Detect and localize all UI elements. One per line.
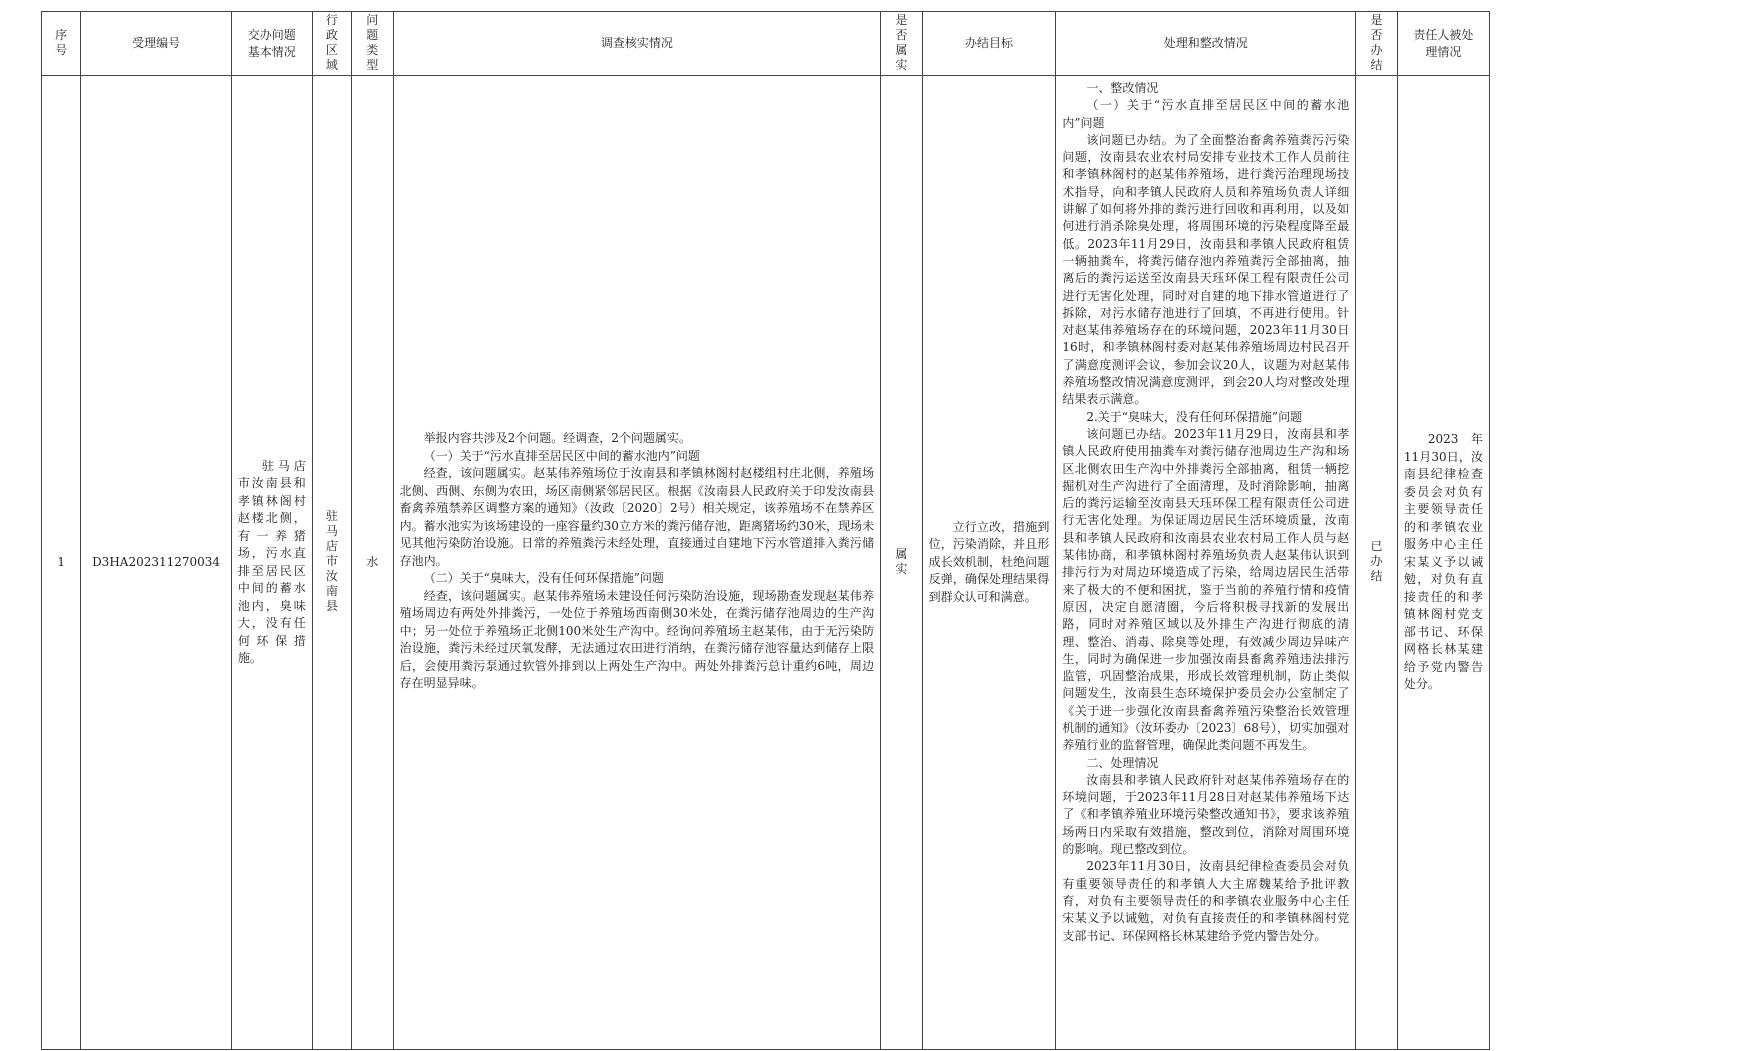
header-case-no: 受理编号: [81, 12, 232, 76]
header-investigation: 调查核实情况: [393, 12, 881, 76]
header-done: 是否办结: [1356, 12, 1398, 76]
supervision-table: [41, 11, 1490, 1050]
cell-type: 水: [352, 76, 394, 1050]
header-handling: 处理和整改情况: [1056, 12, 1356, 76]
cell-case-no: D3HA202311270034: [81, 76, 232, 1050]
cell-goal: 立行立改，措施到位，污染消除，并且形成长效机制，杜绝问题反弹，确保处理结果得到群众认可和满意。: [922, 76, 1056, 1050]
cell-responsible: 2023年11月30日，汝南县纪律检查委员会对负有主要领导责任的和孝镇农业服务中心主任宋某义予以诫勉，对负有直接责任的和孝镇林阁村党支部书记、环保网格长林某建给予党内警告处分。: [1397, 76, 1489, 1050]
header-issue: 交办问题基本情况: [231, 12, 312, 76]
header-region: 行政区域: [312, 12, 351, 76]
investigation-para: 经查，该问题属实。赵某伟养殖场未建设任何污染防治设施，现场勘查发现赵某伟养殖场周边有两处外排粪污，一处位于养殖场西南侧30米处，在粪污储存池周边的生产沟中；另一处位于养殖场正北侧100米处生产沟中。经询问养殖场主赵某伟，由于无污染防治设施，粪污未经过厌氧发酵，无法通过农田进行消纳，在粪污储存池容量达到储存上限后，会使用粪污泵通过软管外排到以上两处生产沟中。两处外排粪污总计重约6吨，周边存在明显异味。: [399, 588, 875, 691]
cell-seq: 1: [42, 76, 81, 1050]
investigation-para: 举报内容共涉及2个问题。经调查，2个问题属实。: [423, 431, 691, 446]
cell-handling: [1056, 76, 1356, 1050]
cell-verified: 属实: [881, 76, 923, 1050]
cell-investigation: [393, 76, 881, 1050]
header-verified: 是否属实: [881, 12, 923, 76]
investigation-para: （一）关于“污水直排至居民区中间的蓄水池内”问题: [423, 448, 700, 463]
handling-para: 该问题已办结。为了全面整治畜禽养殖粪污污染问题，汝南县农业农村局安排专业技术工作人员前往和孝镇林阁村的赵某伟养殖场，进行粪污治理现场技术指导，向和孝镇人民政府人员和养殖场负责人详细讲解了如何将外排的粪污进行回收和再利用，以及如何进行消杀除臭处理，将周围环境的污染程度降至最低。2023年11月29日，汝南县和孝镇人民政府租赁一辆抽粪车，将粪污储存池内养殖粪污全部抽离，抽离后的粪污运送至汝南县天珏环保工程有限责任公司进行无害化处理，同时对自建的地下排水管道进行了拆除，对污水储存池进行了回填，不再进行使用。针对赵某伟养殖场存在的环境问题，2023年11月30日16时，和孝镇林阁村委对赵某伟养殖场周边村民召开了满意度测评会议，参加会议20人，议题为对赵某伟养殖场整改情况满意度测评，到会20人均对整改处理结果表示满意。: [1062, 132, 1350, 407]
header-type: 问题类型: [352, 12, 394, 76]
handling-para: 一、整改情况: [1086, 81, 1159, 95]
header-goal: 办结目标: [922, 12, 1056, 76]
cell-region: 驻马店市汝南县: [312, 76, 351, 1050]
header-responsible: 责任人被处理情况: [1397, 12, 1489, 76]
header-seq: 序号: [42, 12, 81, 76]
handling-para: 2.关于“臭味大，没有任何环保措施”问题: [1086, 409, 1303, 424]
handling-para: 汝南县和孝镇人民政府针对赵某伟养殖场存在的环境问题，于2023年11月28日对赵某伟养殖场下达了《和孝镇养殖业环境污染整改通知书》，要求该养殖场两日内采取有效措施，整改到位，消除对周围环境的影响。现已整改到位。: [1062, 772, 1350, 857]
handling-para: 2023年11月30日，汝南县纪律检查委员会对负有重要领导责任的和孝镇人大主席魏某给予批评教育，对负有主要领导责任的和孝镇农业服务中心主任宋某义予以诫勉，对负有直接责任的和孝镇林阁村党支部书记、环保网格长林某建给予党内警告处分。: [1062, 859, 1350, 943]
handling-para: 该问题已办结。2023年11月29日，汝南县和孝镇人民政府使用抽粪车对粪污储存池周边生产沟和场区北侧农田生产沟中外排粪污全部抽离，租赁一辆挖掘机对生产沟进行了全面清理，及时消除影响，抽离后的粪污运输至汝南县天珏环保工程有限责任公司进行无害化处理。为保证周边居民生活环境质量，汝南县和孝镇人民政府和汝南县农业农村局工作人员与赵某伟协商，和孝镇林阁村养殖场负责人赵某伟认识到排污行为对周边环境造成了污染，给周边居民生活带来了极大的不便和困扰，鉴于当前的养殖行情和疫情原因，决定自愿清圈，今后将积极寻找新的发展出路，同时对养殖区域以及外排生产沟进行彻底的清理、整治、消毒、除臭等处理，有效减少周边异味产生，同时为确保进一步加强汝南县畜禽养殖违法排污监管，巩固整治成果，形成长效管理机制，防止类似问题发生，汝南县生态环境保护委员会办公室制定了《关于进一步强化汝南县畜禽养殖污染整治长效管理机制的通知》（汝环委办〔2023〕68号），切实加强对养殖行业的监督管理，确保此类问题不再发生。: [1062, 426, 1350, 753]
cell-issue: 驻马店市汝南县和孝镇林阁村赵楼北侧，有一养猪场，污水直排至居民区中间的蓄水池内，臭味大，没有任何环保措施。: [231, 76, 312, 1050]
handling-para: （一）关于“污水直排至居民区中间的蓄水池内”问题: [1062, 98, 1350, 130]
handling-para: 二、处理情况: [1086, 755, 1159, 770]
table-row: [42, 76, 1490, 1050]
cell-done: 已办结: [1356, 76, 1398, 1050]
header-row: [42, 12, 1490, 76]
investigation-para: 经查，该问题属实。赵某伟养殖场位于汝南县和孝镇林阁村赵楼组村庄北侧，养殖场北侧、西侧、东侧为农田，场区南侧紧邻居民区。根据《汝南县人民政府关于印发汝南县畜禽养殖禁养区调整方案的通知》（汝政〔2020〕2号）相关规定，该养殖场不在禁养区内。蓄水池实为该场建设的一座容量约30立方米的粪污储存池，距离猪场约30米，现场未见其他污染防治设施。日常的养殖粪污未经处理，直接通过自建地下污水管道排入粪污储存池内。: [399, 466, 875, 568]
investigation-para: （二）关于“臭味大，没有任何环保措施”问题: [423, 571, 664, 586]
